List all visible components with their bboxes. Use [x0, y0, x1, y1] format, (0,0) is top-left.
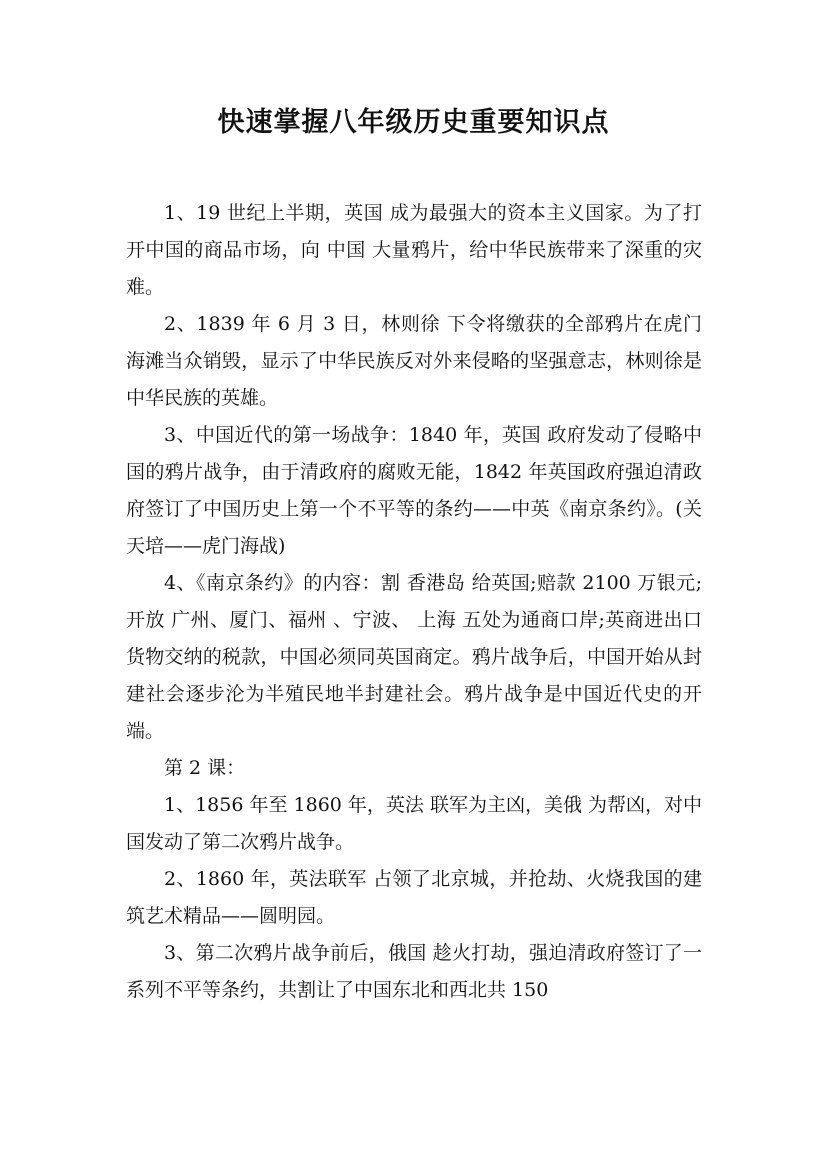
- paragraph-7: 3、第二次鸦片战争前后，俄国 趁火打劫，强迫清政府签订了一系列不平等条约，共割让了中国东北和西北共 150: [126, 942, 702, 1001]
- paragraph-1: 1、19 世纪上半期，英国 成为最强大的资本主义国家。为了打开中国的商品市场，向 中国 大量鸦片，给中华民族带来了深重的灾难。: [126, 202, 702, 298]
- document-title: 快速掌握八年级历史重要知识点: [217, 107, 610, 138]
- paragraph-6: 2、1860 年，英法联军 占领了北京城，并抢劫、火烧我国的建筑艺术精品——圆明园。: [126, 868, 702, 927]
- paragraph-5: 1、1856 年至 1860 年，英法 联军为主凶，美俄 为帮凶，对中国发动了第二次鸦片战争。: [126, 794, 702, 853]
- section-heading-lesson-2: 第 2 课：: [164, 757, 246, 779]
- paragraph-3: 3、中国近代的第一场战争：1840 年，英国 政府发动了侵略中国的鸦片战争，由于清政府的腐败无能，1842 年英国政府强迫清政府签订了中国历史上第一个不平等的条约——中英《南京条约》。(关天培——虎门海战): [126, 424, 702, 557]
- document-body: [126, 195, 702, 1009]
- paragraph-4: 4、《南京条约》的内容：割 香港岛 给英国;赔款 2100 万银元;开放 广州、厦门、福州 、宁波、 上海 五处为通商口岸;英商进出口货物交纳的税款，中国必须同英国商定。鸦片战争后，中国开始从封建社会逐步沦为半殖民地半封建社会。鸦片战争是中国近代史的开端。: [126, 572, 702, 742]
- paragraph-2: 2、1839 年 6 月 3 日，林则徐 下令将缴获的全部鸦片在虎门海滩当众销毁，显示了中华民族反对外来侵略的坚强意志，林则徐是中华民族的英雄。: [126, 313, 702, 409]
